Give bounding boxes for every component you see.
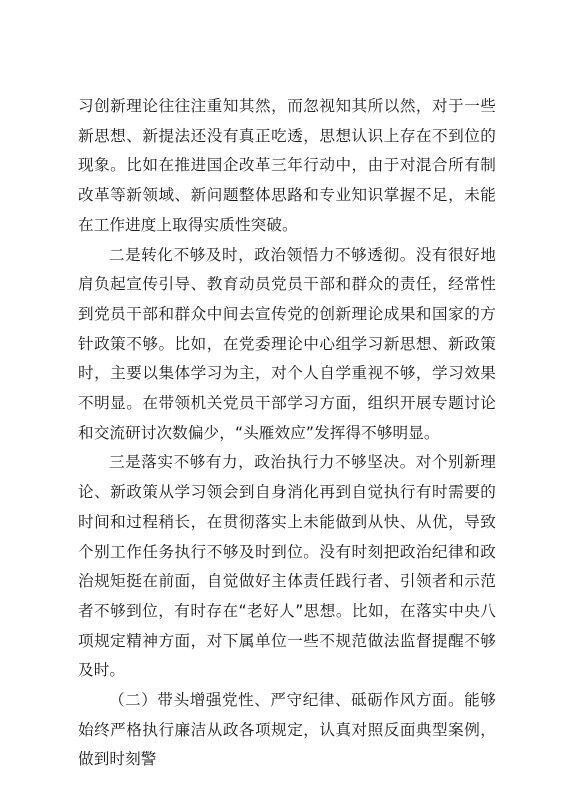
paragraph-1: 习创新理论往往注重知其然，而忽视知其所以然，对于一些新思想、新提法还没有真正吃透，思想认识上存在不到位的现象。比如在推进国企改革三年行动中，由于对混合所有制改革等新领域、新问题整体思路和专业知识掌握不足，未能在工作进度上取得实质性突破。 <box>78 97 496 234</box>
paragraph-4: （二）带头增强党性、严守纪律、砥砺作风方面。能够始终严格执行廉洁从政各项规定，认真对照反面典型案例，做到时刻警 <box>78 691 496 769</box>
paragraph-2: 二是转化不够及时，政治领悟力不够透彻。没有很好地肩负起宣传引导、教育动员党员干部和群众的责任，经常性到党员干部和群众中间去宣传党的创新理论成果和国家的方针政策不够。比如，在党委理论中心组学习新思想、新政策时，主要以集体学习为主，对个人自学重视不够，学习效果不明显。在带领机关党员干部学习方面，组织开展专题讨论和交流研讨次数偏少，“头雁效应”发挥得不够明显。 <box>78 245 496 442</box>
paragraph-3: 三是落实不够有力，政治执行力不够坚决。对个别新理论、新政策从学习领会到自身消化再到自觉执行有时需要的时间和过程稍长，在贯彻落实上未能做到从快、从优，导致个别工作任务执行不够及时到位。没有时刻把政治纪律和政治规矩挺在前面，自觉做好主体责任践行者、引领者和示范者不够到位，有时存在“老好人”思想。比如，在落实中央八项规定精神方面，对下属单位一些不规范做法监督提醒不够及时。 <box>78 453 496 680</box>
document-page <box>78 92 496 775</box>
